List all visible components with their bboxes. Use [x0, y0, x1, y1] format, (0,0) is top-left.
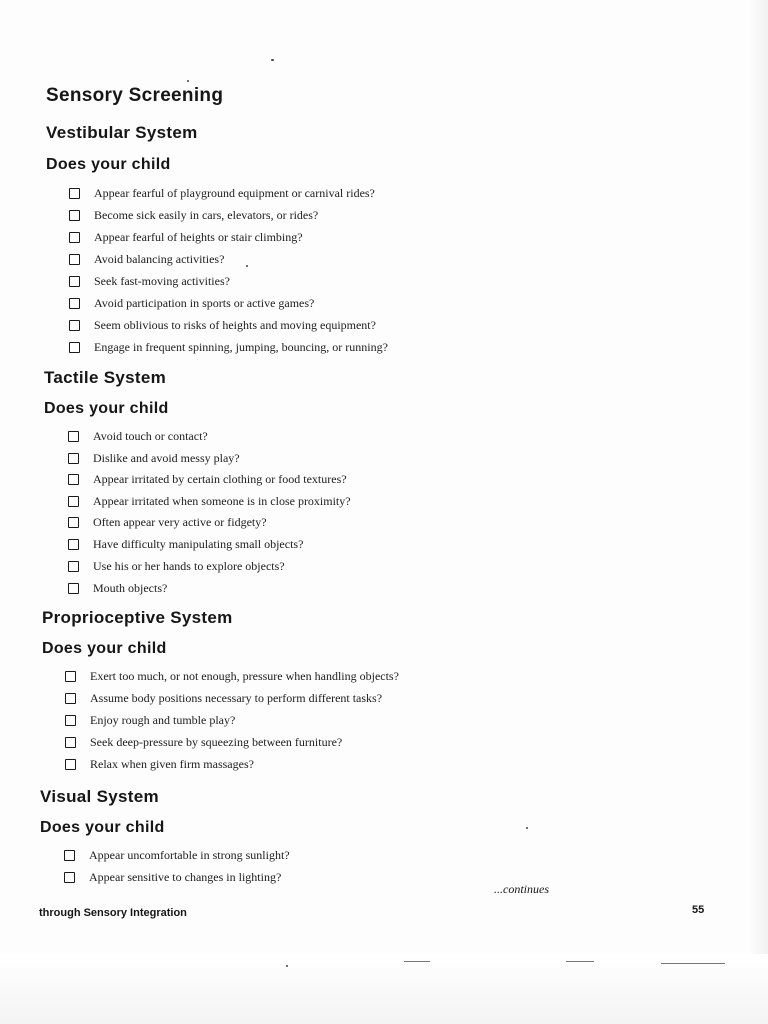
scan-speck	[246, 265, 248, 267]
checkbox[interactable]	[68, 561, 79, 572]
checklist-item	[65, 733, 342, 751]
scan-mark	[661, 963, 725, 964]
checklist-item-label: Avoid participation in sports or active games?	[94, 295, 315, 310]
checklist-item-label: Appear fearful of heights or stair climbing?	[94, 229, 303, 244]
checklist-item	[69, 184, 375, 202]
checklist-item-label: Appear sensitive to changes in lighting?	[89, 869, 282, 884]
checklist-item	[68, 513, 267, 531]
section-prompt-proprioceptive: Does your child	[42, 640, 167, 657]
checklist-item-label: Exert too much, or not enough, pressure when handling objects?	[90, 668, 399, 683]
checkbox[interactable]	[68, 431, 79, 442]
checklist-item	[68, 579, 167, 597]
checklist-item	[68, 427, 208, 445]
section-prompt-vestibular: Does your child	[46, 156, 171, 173]
checklist-item-label: Engage in frequent spinning, jumping, bouncing, or running?	[94, 339, 388, 354]
checklist-item	[65, 667, 399, 685]
footer-book-title: through Sensory Integration	[39, 907, 187, 919]
checklist-item-label: Avoid touch or contact?	[93, 428, 208, 443]
checklist-item	[69, 294, 314, 312]
checkbox[interactable]	[65, 759, 76, 770]
scan-bottom-shadow	[0, 954, 768, 1024]
page-number: 55	[692, 904, 705, 916]
checkbox[interactable]	[69, 342, 80, 353]
checklist-item	[68, 470, 347, 488]
checkbox[interactable]	[69, 232, 80, 243]
checkbox[interactable]	[69, 254, 80, 265]
scan-mark	[566, 961, 594, 962]
scan-speck	[286, 965, 288, 967]
section-prompt-tactile: Does your child	[44, 400, 169, 417]
checkbox[interactable]	[65, 737, 76, 748]
checkbox[interactable]	[65, 693, 76, 704]
checklist-item-label: Relax when given firm massages?	[90, 756, 254, 771]
checklist-item	[69, 272, 230, 290]
checkbox[interactable]	[65, 671, 76, 682]
checklist-item	[65, 711, 235, 729]
continues-note: ...continues	[494, 882, 549, 896]
checklist-item-label: Use his or her hands to explore objects?	[93, 558, 285, 573]
checkbox[interactable]	[68, 517, 79, 528]
section-heading-vestibular: Vestibular System	[46, 123, 198, 142]
checklist-item-label: Appear fearful of playground equipment or carnival rides?	[94, 185, 375, 200]
checklist-item	[69, 250, 224, 268]
checkbox[interactable]	[69, 210, 80, 221]
checkbox[interactable]	[64, 850, 75, 861]
checklist-item	[65, 755, 254, 773]
checklist-item-label: Assume body positions necessary to perform different tasks?	[90, 690, 383, 705]
checkbox[interactable]	[68, 474, 79, 485]
checkbox[interactable]	[68, 539, 79, 550]
checklist-item	[68, 535, 303, 553]
checklist-item-label: Appear uncomfortable in strong sunlight?	[89, 847, 290, 862]
scan-mark	[404, 961, 430, 962]
checkbox[interactable]	[69, 276, 80, 287]
checklist-item-label: Mouth objects?	[93, 580, 168, 595]
checklist-item-label: Seem oblivious to risks of heights and moving equipment?	[94, 317, 376, 332]
section-heading-tactile: Tactile System	[44, 368, 166, 387]
checklist-item-label: Enjoy rough and tumble play?	[90, 712, 236, 727]
checklist-item-label: Have difficulty manipulating small objects?	[93, 536, 304, 551]
checklist-item	[65, 689, 382, 707]
checklist-item	[64, 846, 290, 864]
section-heading-proprioceptive: Proprioceptive System	[42, 608, 233, 627]
scan-speck	[187, 80, 189, 82]
checklist-item	[69, 338, 388, 356]
checklist-item-label: Seek fast-moving activities?	[94, 273, 230, 288]
checklist-item	[69, 228, 303, 246]
checklist-item-label: Dislike and avoid messy play?	[93, 450, 240, 465]
section-heading-visual: Visual System	[40, 787, 159, 806]
scan-speck	[526, 827, 528, 829]
checkbox[interactable]	[68, 583, 79, 594]
checklist-item-label: Appear irritated when someone is in close proximity?	[93, 493, 351, 508]
checklist-item	[69, 316, 376, 334]
checkbox[interactable]	[64, 872, 75, 883]
checklist-item-label: Avoid balancing activities?	[94, 251, 225, 266]
checklist-item-label: Often appear very active or fidgety?	[93, 514, 267, 529]
checkbox[interactable]	[65, 715, 76, 726]
checkbox[interactable]	[69, 188, 80, 199]
checklist-item-label: Appear irritated by certain clothing or food textures?	[93, 471, 347, 486]
checklist-item	[64, 868, 281, 886]
scan-speck	[271, 59, 274, 61]
page-title: Sensory Screening	[46, 85, 224, 106]
checkbox[interactable]	[69, 298, 80, 309]
checklist-item	[68, 492, 351, 510]
section-prompt-visual: Does your child	[40, 819, 165, 836]
checkbox[interactable]	[69, 320, 80, 331]
checklist-item	[69, 206, 318, 224]
checklist-item	[68, 449, 240, 467]
checklist-item-label: Become sick easily in cars, elevators, or rides?	[94, 207, 319, 222]
checklist-item-label: Seek deep-pressure by squeezing between furniture?	[90, 734, 343, 749]
scan-edge-shadow	[746, 0, 768, 1024]
checklist-item	[68, 557, 285, 575]
checkbox[interactable]	[68, 453, 79, 464]
checkbox[interactable]	[68, 496, 79, 507]
